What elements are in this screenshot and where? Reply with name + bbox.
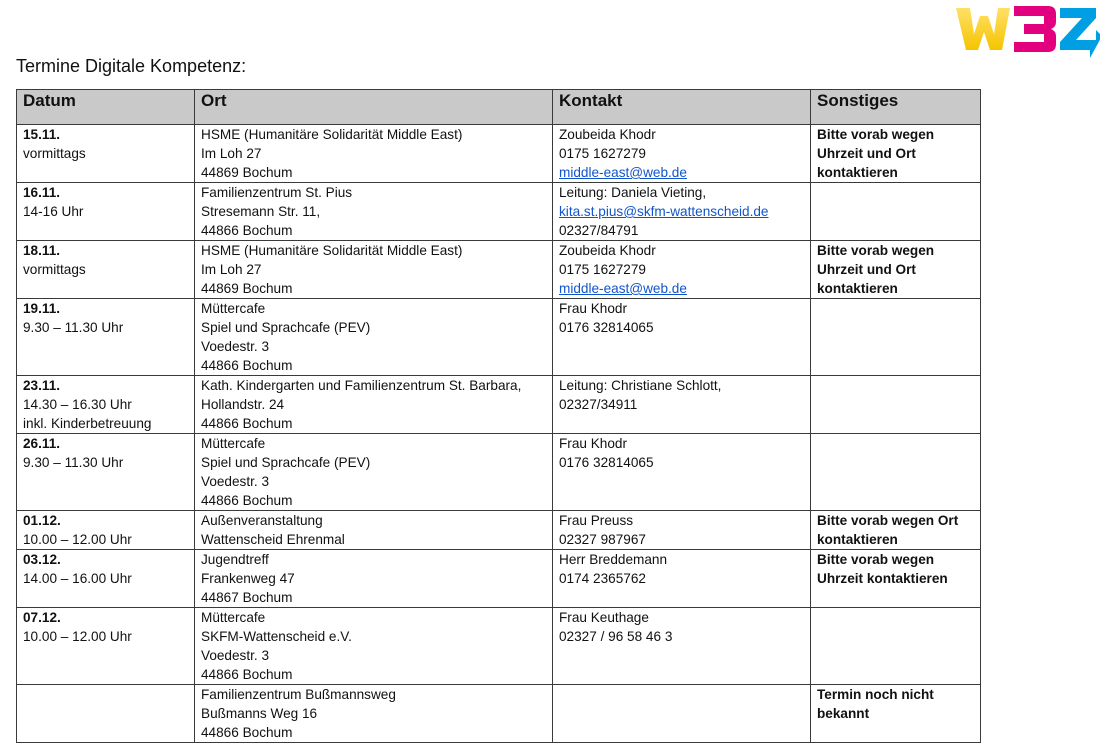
location-line: Spiel und Sprachcafe (PEV) xyxy=(201,320,371,335)
cell-ort xyxy=(195,550,553,608)
contact-line: Leitung: Christiane Schlott, xyxy=(559,378,722,393)
event-time: 9.30 – 11.30 Uhr xyxy=(23,455,124,470)
location-line: Wattenscheid Ehrenmal xyxy=(201,532,345,547)
event-date: 03.12. xyxy=(23,552,61,567)
cell-kontakt xyxy=(553,550,811,608)
location-line: 44866 Bochum xyxy=(201,667,293,682)
cell-sonstiges xyxy=(811,434,981,511)
location-line: 44866 Bochum xyxy=(201,416,293,431)
cell-ort xyxy=(195,608,553,685)
contact-line: Frau Khodr xyxy=(559,301,628,316)
cell-sonstiges xyxy=(811,685,981,743)
location-line: HSME (Humanitäre Solidarität Middle East) xyxy=(201,243,463,258)
remark-text: Bitte vorab wegen Uhrzeit kontaktieren xyxy=(817,552,948,586)
cell-sonstiges xyxy=(811,241,981,299)
email-link[interactable]: kita.st.pius@skfm-wattenscheid.de xyxy=(559,204,769,219)
cell-sonstiges xyxy=(811,608,981,685)
contact-line: 0175 1627279 xyxy=(559,146,646,161)
cell-ort xyxy=(195,434,553,511)
cell-datum xyxy=(17,376,195,434)
location-line: Kath. Kindergarten und Familienzentrum St. Barbara, xyxy=(201,378,522,393)
cell-ort xyxy=(195,125,553,183)
event-date: 01.12. xyxy=(23,513,61,528)
column-header-kontakt: Kontakt xyxy=(553,90,811,125)
cell-datum xyxy=(17,685,195,743)
cell-datum xyxy=(17,550,195,608)
cell-ort xyxy=(195,511,553,550)
cell-kontakt xyxy=(553,125,811,183)
remark-text: Bitte vorab wegen Uhrzeit und Ort kontaktieren xyxy=(817,243,935,296)
contact-line: 0176 32814065 xyxy=(559,455,654,470)
location-line: Bußmanns Weg 16 xyxy=(201,706,318,721)
w3z-logo xyxy=(950,0,1100,60)
location-line: Voedestr. 3 xyxy=(201,339,270,354)
event-time: vormittags xyxy=(23,146,86,161)
location-line: Spiel und Sprachcafe (PEV) xyxy=(201,455,371,470)
cell-datum xyxy=(17,511,195,550)
table-row xyxy=(17,550,981,608)
location-line: Stresemann Str. 11, xyxy=(201,204,321,219)
cell-kontakt xyxy=(553,511,811,550)
column-header-ort: Ort xyxy=(195,90,553,125)
location-line: 44866 Bochum xyxy=(201,358,293,373)
location-line: Frankenweg 47 xyxy=(201,571,295,586)
cell-ort xyxy=(195,241,553,299)
table-row xyxy=(17,685,981,743)
table-row xyxy=(17,608,981,685)
cell-datum xyxy=(17,125,195,183)
location-line: Jugendtreff xyxy=(201,552,269,567)
contact-line: Frau Preuss xyxy=(559,513,634,528)
contact-line: 02327 / 96 58 46 3 xyxy=(559,629,673,644)
contact-line: Zoubeida Khodr xyxy=(559,243,656,258)
table-row xyxy=(17,241,981,299)
cell-kontakt xyxy=(553,434,811,511)
cell-kontakt xyxy=(553,299,811,376)
cell-ort xyxy=(195,299,553,376)
location-line: Im Loh 27 xyxy=(201,146,262,161)
cell-kontakt xyxy=(553,241,811,299)
location-line: Familienzentrum Bußmannsweg xyxy=(201,687,396,702)
cell-kontakt xyxy=(553,183,811,241)
contact-line: Zoubeida Khodr xyxy=(559,127,656,142)
table-row xyxy=(17,125,981,183)
cell-kontakt xyxy=(553,685,811,743)
remark-text: Bitte vorab wegen Ort kontaktieren xyxy=(817,513,959,547)
location-line: Familienzentrum St. Pius xyxy=(201,185,353,200)
cell-datum xyxy=(17,241,195,299)
location-line: Hollandstr. 24 xyxy=(201,397,285,412)
page-heading: Termine Digitale Kompetenz: xyxy=(16,56,247,76)
location-line: HSME (Humanitäre Solidarität Middle East) xyxy=(201,127,463,142)
event-time: 14-16 Uhr xyxy=(23,204,84,219)
contact-line: 02327/34911 xyxy=(559,397,638,412)
column-header-datum: Datum xyxy=(17,90,195,125)
contact-line: Herr Breddemann xyxy=(559,552,668,567)
cell-kontakt xyxy=(553,608,811,685)
location-line: Müttercafe xyxy=(201,301,266,316)
table-row xyxy=(17,183,981,241)
contact-line: 02327/84791 xyxy=(559,223,639,238)
contact-line: 0176 32814065 xyxy=(559,320,654,335)
cell-datum xyxy=(17,608,195,685)
event-date: 26.11. xyxy=(23,436,61,451)
event-date: 18.11. xyxy=(23,243,61,258)
event-date: 07.12. xyxy=(23,610,61,625)
location-line: SKFM-Wattenscheid e.V. xyxy=(201,629,352,644)
location-line: Außenveranstaltung xyxy=(201,513,323,528)
contact-line: Frau Keuthage xyxy=(559,610,649,625)
event-time: 14.30 – 16.30 Uhr xyxy=(23,397,132,412)
cell-sonstiges xyxy=(811,183,981,241)
contact-line: 0174 2365762 xyxy=(559,571,646,586)
cell-ort xyxy=(195,685,553,743)
event-time: vormittags xyxy=(23,262,86,277)
cell-datum xyxy=(17,434,195,511)
event-date: 16.11. xyxy=(23,185,61,200)
location-line: 44867 Bochum xyxy=(201,590,293,605)
schedule-table xyxy=(16,89,981,743)
cell-ort xyxy=(195,376,553,434)
location-line: Voedestr. 3 xyxy=(201,474,270,489)
location-line: Müttercafe xyxy=(201,436,266,451)
location-line: Voedestr. 3 xyxy=(201,648,270,663)
table-row xyxy=(17,511,981,550)
event-time: inkl. Kinderbetreuung xyxy=(23,416,152,431)
schedule-body xyxy=(17,125,981,743)
table-row xyxy=(17,299,981,376)
location-line: Im Loh 27 xyxy=(201,262,262,277)
location-line: Müttercafe xyxy=(201,610,266,625)
event-date: 15.11. xyxy=(23,127,61,142)
contact-line: 02327 987967 xyxy=(559,532,646,547)
cell-sonstiges xyxy=(811,125,981,183)
event-time: 10.00 – 12.00 Uhr xyxy=(23,532,132,547)
contact-line: Leitung: Daniela Vieting, xyxy=(559,185,707,200)
cell-sonstiges xyxy=(811,299,981,376)
table-row xyxy=(17,376,981,434)
table-row xyxy=(17,434,981,511)
event-time: 10.00 – 12.00 Uhr xyxy=(23,629,132,644)
cell-kontakt xyxy=(553,376,811,434)
cell-sonstiges xyxy=(811,550,981,608)
event-time: 14.00 – 16.00 Uhr xyxy=(23,571,132,586)
email-link[interactable]: middle-east@web.de xyxy=(559,165,687,180)
contact-line: 0175 1627279 xyxy=(559,262,646,277)
cell-datum xyxy=(17,299,195,376)
location-line: 44869 Bochum xyxy=(201,165,293,180)
location-line: 44866 Bochum xyxy=(201,493,293,508)
cell-sonstiges xyxy=(811,376,981,434)
email-link[interactable]: middle-east@web.de xyxy=(559,281,687,296)
column-header-sonstiges: Sonstiges xyxy=(811,90,981,125)
remark-text: Bitte vorab wegen Uhrzeit und Ort kontaktieren xyxy=(817,127,935,180)
contact-line: Frau Khodr xyxy=(559,436,628,451)
event-date: 23.11. xyxy=(23,378,61,393)
table-header-row xyxy=(17,90,981,125)
location-line: 44866 Bochum xyxy=(201,223,293,238)
event-date: 19.11. xyxy=(23,301,61,316)
event-time: 9.30 – 11.30 Uhr xyxy=(23,320,124,335)
cell-sonstiges xyxy=(811,511,981,550)
cell-datum xyxy=(17,183,195,241)
location-line: 44869 Bochum xyxy=(201,281,293,296)
location-line: 44866 Bochum xyxy=(201,725,293,740)
remark-text: Termin noch nicht bekannt xyxy=(817,687,934,721)
cell-ort xyxy=(195,183,553,241)
